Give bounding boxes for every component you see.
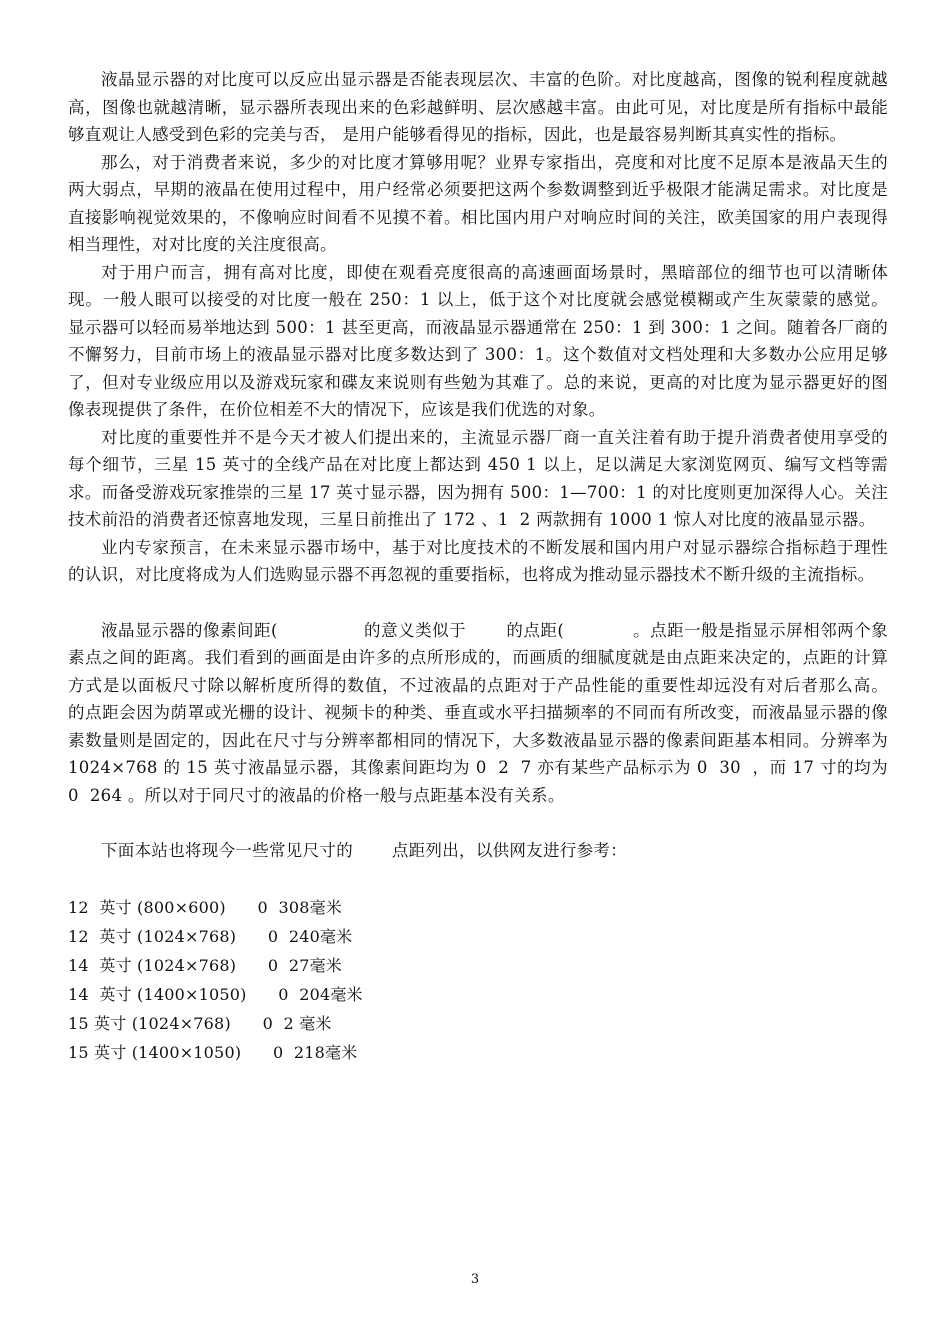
paragraph-contrast-enough: 那么，对于消费者来说，多少的对比度才算够用呢？业界专家指出，亮度和对比度不足原本是液晶天生的两大弱点，早期的液晶在使用过程中，用户经常必须要把这两个参数调整到近乎极限才能满足需求。对比度是直接影响视觉效果的，不像响应时间看不见摸不着。相比国内用户对响应时间的关注，欧美国家的用户表现得相当理性，对对比度的关注度很高。 [68,152,888,254]
paragraph-pixel-pitch: 液晶显示器的像素间距( 的意义类似于 的点距( 。点距一般是指显示屏相邻两个象素点之间的距离。我们看到的画面是由许多的点所形成的，而画质的细腻度就是由点距来决定的，点距的计算方式是以面板尺寸除以解析度所得的数值，不过液晶的点距对于产品性能的重要性却远没有对后者那么高。 的点距会因为荫罩或光栅的设计、视频卡的种类、垂直或水平扫描频率的不同而有所改变，而液晶显示器的像素数量则是固定的，因此在尺寸与分辨率都相同的情况下，大多数液晶显示器的像素间距基本相同。分辨率为 1024×768 的 15 英寸液晶显示器，其像素间距均为 0 2 7 亦有某些产品标示为 0 30 ，而 17 寸的均为 0 264 。所以对于同尺寸的液晶的价格一般与点距基本没有关系。 [68,620,922,805]
spacer [68,809,888,837]
spacer [68,865,888,893]
list-item: 12 英寸 (1024×768) 0 240毫米 [68,926,353,946]
paragraph-contrast-forecast: 业内专家预言，在未来显示器市场中，基于对比度技术的不断发展和国内用户对显示器综合指标趋于理性的认识，对比度将成为人们选购显示器不再忽视的重要指标，也将成为推动显示器技术不断升级的主流指标。 [68,537,888,584]
spacer [68,589,888,617]
list-item: 15 英寸 (1024×768) 0 2 毫米 [68,1013,332,1033]
list-item: 15 英寸 (1400×1050) 0 218毫米 [68,1042,358,1062]
pixel-pitch-list [68,893,888,1067]
paragraph-contrast-intro: 液晶显示器的对比度可以反应出显示器是否能表现层次、丰富的色阶。对比度越高，图像的锐利程度就越高，图像也就越清晰，显示器所表现出来的色彩越鲜明、层次感越丰富。由此可见，对比度是所有指标中最能够直观让人感受到色彩的完美与否， 是用户能够看得见的指标，因此，也是最容易判断其真实性的指标。 [68,70,888,144]
document-page [68,66,922,1067]
list-item: 12 英寸 (800×600) 0 308毫米 [68,897,342,917]
list-item: 14 英寸 (1024×768) 0 27毫米 [68,955,342,975]
paragraph-list-intro: 下面本站也将现今一些常见尺寸的 点距列出，以供网友进行参考： [101,841,628,860]
paragraph-contrast-importance: 对比度的重要性并不是今天才被人们提出来的，主流显示器厂商一直关注着有助于提升消费者使用享受的每个细节，三星 15 英寸的全线产品在对比度上都达到 450 1 以上，足以满足大家浏览网页、编写文档等需求。而备受游戏玩家推崇的三星 17 英寸显示器，因为拥有 500：1—700：1 的对比度则更加深得人心。关注技术前沿的消费者还惊喜地发现，三星日前推出了 172 、1 2 两款拥有 1000 1 惊人对比度的液晶显示器。 [68,427,888,529]
paragraph-contrast-user: 对于用户而言，拥有高对比度，即使在观看亮度很高的高速画面场景时，黑暗部位的细节也可以清晰体现。一般人眼可以接受的对比度一般在 250：1 以上，低于这个对比度就会感觉模糊或产生灰蒙蒙的感觉。 显示器可以轻而易举地达到 500：1 甚至更高，而液晶显示器通常在 250：1 到 300：1 之间。随着各厂商的不懈努力，目前市场上的液晶显示器对比度多数达到了 300：1。这个数值对文档处理和大多数办公应用足够了，但对专业级应用以及游戏玩家和碟友来说则有些勉为其难了。总的来说，更高的对比度为显示器更好的图像表现提供了条件，在价位相差不大的情况下，应该是我们优选的对象。 [68,262,916,419]
list-item: 14 英寸 (1400×1050) 0 204毫米 [68,984,363,1004]
page-number: 3 [470,1272,480,1287]
